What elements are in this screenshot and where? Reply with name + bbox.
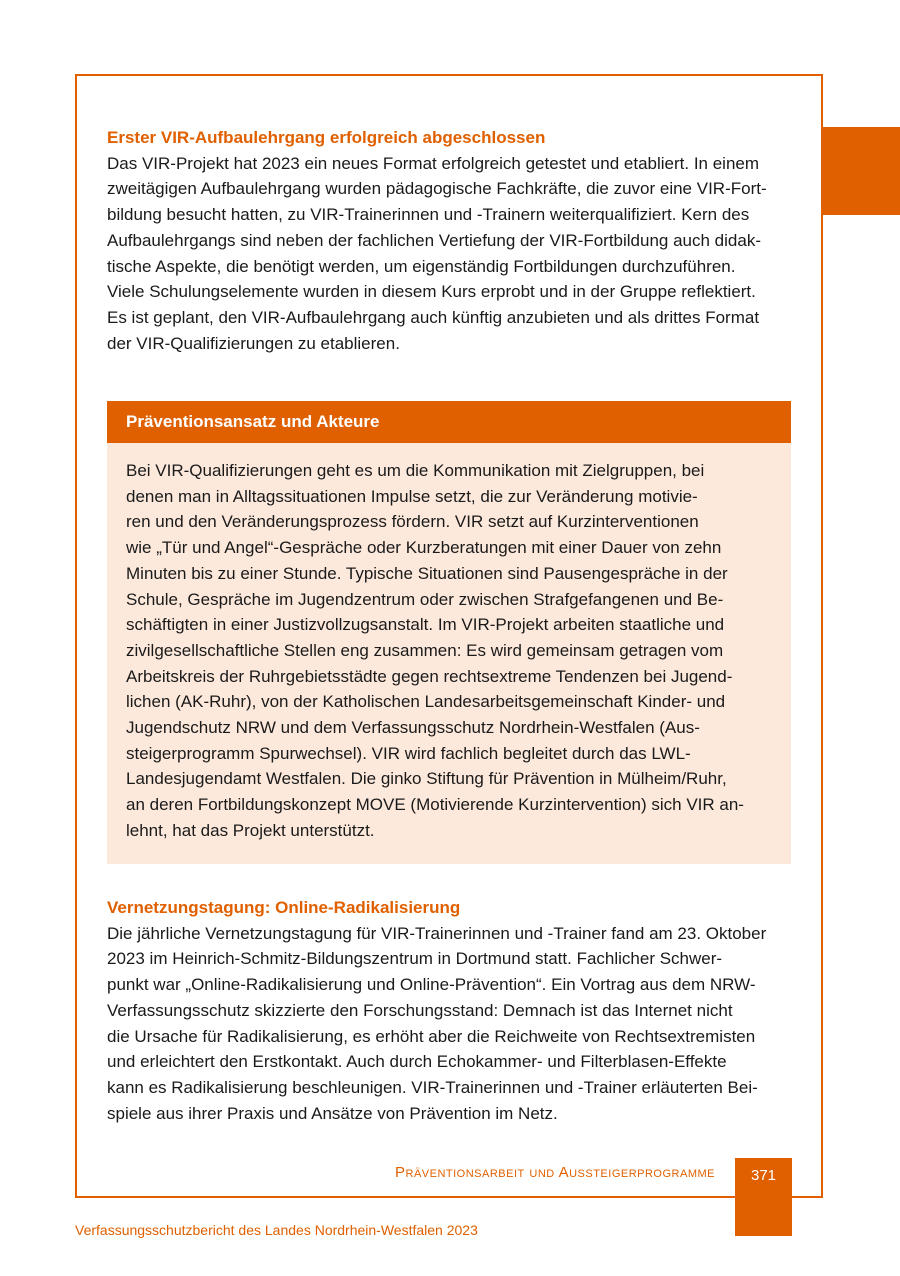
text-line: lichen (AK-Ruhr), von der Katholischen Landesarbeitsgemeinschaft Kinder- und xyxy=(126,692,726,712)
info-box-text xyxy=(126,458,744,844)
page-number: 371 xyxy=(750,1167,777,1184)
text-line: wie „Tür und Angel“-Gespräche oder Kurzberatungen mit einer Dauer von zehn xyxy=(126,538,722,558)
text-line: Das VIR-Projekt hat 2023 ein neues Format erfolgreich getestet und etabliert. In einem xyxy=(107,153,760,173)
text-line: zivilgesellschaftliche Stellen eng zusammen: Es wird gemeinsam getragen vom xyxy=(126,640,724,660)
text-line: Arbeitskreis der Ruhrgebietsstädte gegen rechtsextreme Tendenzen bei Jugend- xyxy=(126,666,733,686)
text-line: Die jährliche Vernetzungstagung für VIR-Trainerinnen und -Trainer fand am 23. Oktober xyxy=(107,923,767,943)
text-line: an deren Fortbildungskonzept MOVE (Motivierende Kurzintervention) sich VIR an- xyxy=(126,795,744,815)
text-line: 2023 im Heinrich-Schmitz-Bildungszentrum in Dortmund statt. Fachlicher Schwer- xyxy=(107,949,723,969)
text-line: steigerprogramm Spurwechsel). VIR wird fachlich begleitet durch das LWL- xyxy=(126,743,691,763)
text-line: Verfassungsschutz skizzierte den Forschungsstand: Demnach ist das Internet nicht xyxy=(107,1000,733,1020)
text-line: Es ist geplant, den VIR-Aufbaulehrgang auch künftig anzubieten und als drittes Format xyxy=(107,307,760,327)
section-heading: Erster VIR-Aufbaulehrgang erfolgreich abgeschlossen xyxy=(107,128,546,147)
text-line: Viele Schulungselemente wurden in diesem Kurs erprobt und in der Gruppe reflektiert. xyxy=(107,282,756,302)
text-line: der VIR-Qualifizierungen zu etablieren. xyxy=(107,333,400,353)
text-line: Jugendschutz NRW und dem Verfassungsschutz Nordrhein-Westfalen (Aus- xyxy=(126,718,700,738)
text-line: Aufbaulehrgangs sind neben der fachlichen Vertiefung der VIR-Fortbildung auch didak- xyxy=(107,230,761,250)
chapter-footer-label: Präventionsarbeit und Aussteigerprogramme xyxy=(395,1164,715,1181)
info-box-header xyxy=(107,401,791,443)
text-line: denen man in Alltagssituationen Impulse setzt, die zur Veränderung motivie- xyxy=(126,486,698,506)
text-line: lehnt, hat das Projekt unterstützt. xyxy=(126,820,375,840)
info-box-body xyxy=(107,443,791,864)
text-line: und erleichtert den Erstkontakt. Auch durch Echokammer- und Filterblasen-Effekte xyxy=(107,1052,727,1072)
text-line: Bei VIR-Qualifizierungen geht es um die Kommunikation mit Zielgruppen, bei xyxy=(126,461,705,480)
text-line: Minuten bis zu einer Stunde. Typische Situationen sind Pausengespräche in der xyxy=(126,563,728,583)
text-line: kann es Radikalisierung beschleunigen. VIR-Trainerinnen und -Trainer erläuterten Bei- xyxy=(107,1077,758,1097)
text-line: spiele aus ihrer Praxis und Ansätze von Prävention im Netz. xyxy=(107,1103,558,1123)
text-line: bildung besucht hatten, zu VIR-Trainerinnen und -Trainern weiterqualifiziert. Kern des xyxy=(107,205,750,225)
text-line: tische Aspekte, die benötigt werden, um eigenständig Fortbildungen durchzuführen. xyxy=(107,256,736,276)
text-line: die Ursache für Radikalisierung, es erhöht aber die Reichweite von Rechtsextremisten xyxy=(107,1026,756,1046)
text-line: Landesjugendamt Westfalen. Die ginko Stiftung für Prävention in Mülheim/Ruhr, xyxy=(126,769,727,789)
chapter-side-tab xyxy=(823,127,900,215)
text-line: zweitägigen Aufbaulehrgang wurden pädagogische Fachkräfte, die zuvor eine VIR-Fort- xyxy=(107,179,767,199)
document-footer: Verfassungsschutzbericht des Landes Nordrhein-Westfalen 2023 xyxy=(75,1222,478,1238)
section-vernetzungstagung xyxy=(107,895,797,1126)
text-line: schäftigten in einer Justizvollzugsanstalt. Im VIR-Projekt arbeiten staatliche und xyxy=(126,615,725,635)
text-line: ren und den Veränderungsprozess fördern. VIR setzt auf Kurzinterventionen xyxy=(126,512,699,532)
info-box-title: Präventionsansatz und Akteure xyxy=(126,412,380,431)
text-line: Schule, Gespräche im Jugendzentrum oder zwischen Strafgefangenen und Be- xyxy=(126,589,724,609)
section-aufbaulehrgang xyxy=(107,125,797,356)
text-line: punkt war „Online-Radikalisierung und Online-Prävention“. Ein Vortrag aus dem NRW- xyxy=(107,975,756,995)
page-number-box xyxy=(735,1158,792,1236)
section-heading: Vernetzungstagung: Online-Radikalisierung xyxy=(107,898,461,917)
